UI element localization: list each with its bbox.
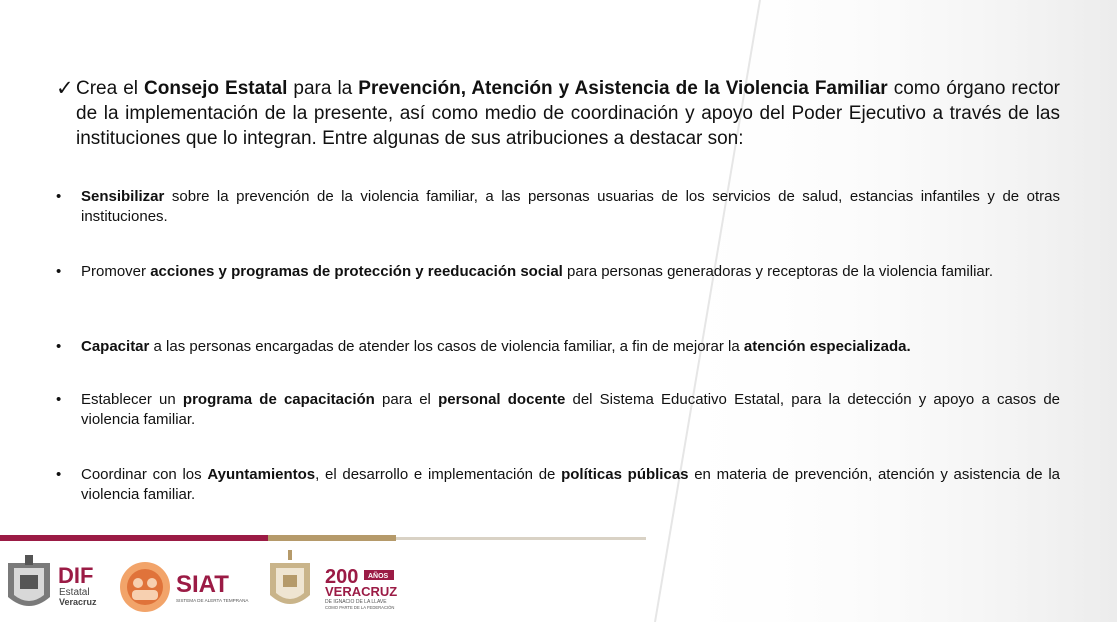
footer-logos [0, 545, 420, 620]
anniv-sub1: DE IGNACIO DE LA LLAVE [325, 599, 387, 605]
dif-logo-title: DIF [58, 563, 94, 588]
list-item: • Establecer un programa de capacitación para el personal docente del Sistema Educativo Estatal, para la detección y apoyo a casos de violencia familiar. [56, 391, 1061, 428]
anniv-years: AÑOS [368, 573, 389, 580]
bullet-icon: • [56, 466, 62, 483]
dif-logo-sub2: Veracruz [59, 597, 97, 607]
list-item: • Sensibilizar sobre la prevención de la violencia familiar, a las personas usuarias de los servicios de salud, estancias infantiles y de otras instituciones. [56, 188, 1060, 225]
dif-logo-sub1: Estatal [59, 587, 90, 598]
anniv-sub2: COMO PARTE DE LA FEDERACIÓN [325, 605, 395, 610]
siat-logo-icon [120, 562, 170, 612]
list-item: • Promover acciones y programas de protección y reeducación social para personas generadoras y receptoras de la violencia familiar. [56, 263, 994, 280]
bullet-icon: • [56, 338, 62, 355]
bullet-icon: • [56, 263, 62, 280]
footer-bar-light [396, 537, 646, 540]
siat-logo-title: SIAT [176, 571, 229, 598]
siat-logo-sub: SISTEMA DE ALERTA TEMPRANA [176, 598, 249, 603]
list-item: • Capacitar a las personas encargadas de atender los casos de violencia familiar, a fin de mejorar la atención especializada. [56, 338, 911, 355]
veracruz-coat-of-arms-icon [8, 555, 50, 606]
intro-text: Crea el Consejo Estatal para la Prevención, Atención y Asistencia de la Violencia Familiar como órgano rector de la implementación de la presente, así como medio de coordinación y apoyo del Poder Ejecutivo a través de las instituciones que lo integran. Entre algunas de sus atribuciones a destacar son: [76, 78, 1061, 149]
bullet-icon: • [56, 391, 62, 408]
footer-bar-gold [268, 535, 396, 541]
anniv-number: 200 [325, 566, 359, 588]
footer-bar-maroon [0, 535, 268, 541]
anniv-state: VERACRUZ [325, 584, 398, 599]
check-icon: ✓ [56, 77, 74, 100]
bullet-icon: • [56, 188, 62, 205]
list-item: • Coordinar con los Ayuntamientos, el desarrollo e implementación de políticas públicas en materia de prevención, atención y asistencia de la violencia familiar. [56, 466, 1061, 503]
intro-paragraph [56, 76, 1060, 151]
state-coat-of-arms-icon [270, 550, 310, 604]
